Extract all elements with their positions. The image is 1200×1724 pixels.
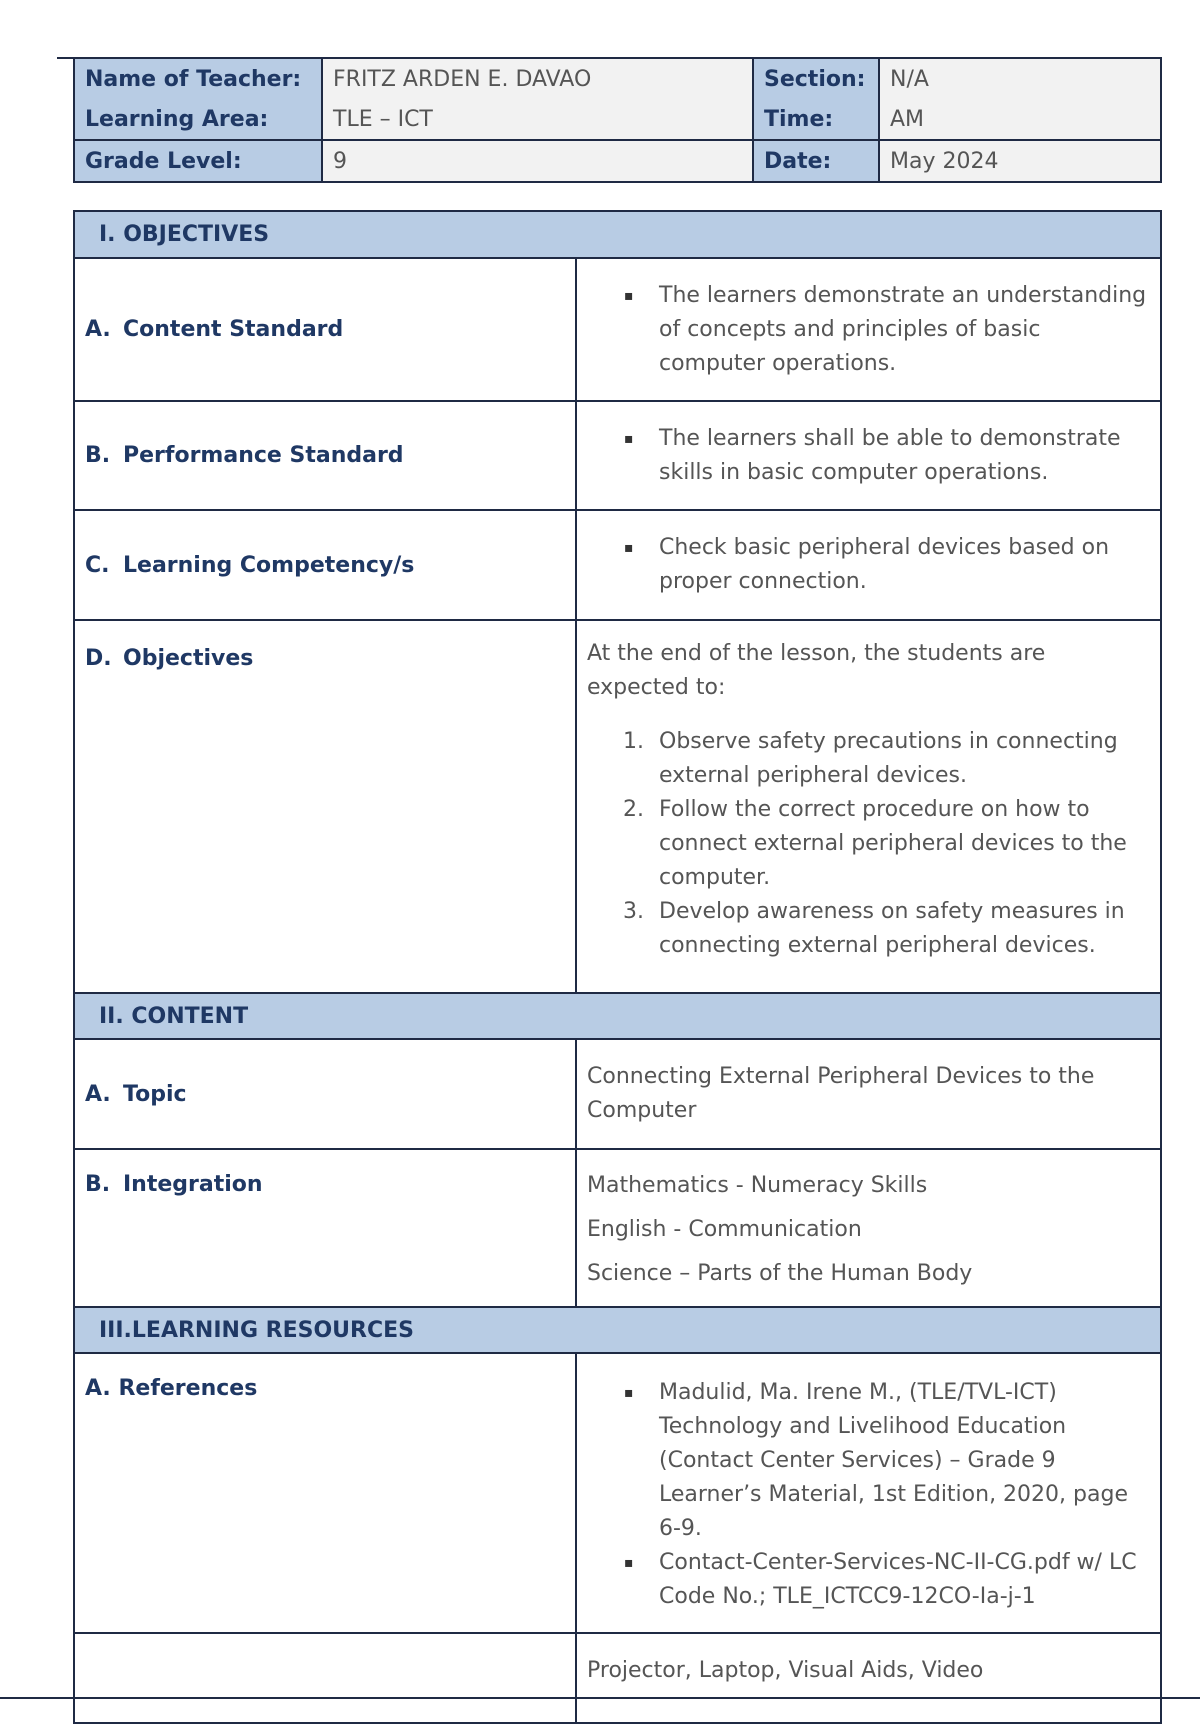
grade-label: Grade Level:	[74, 140, 322, 182]
integration-row	[74, 1149, 1161, 1307]
integration-item: Science – Parts of the Human Body	[587, 1261, 973, 1286]
integration-item: Mathematics - Numeracy Skills	[587, 1173, 928, 1198]
teacher-label: Name of Teacher:	[74, 58, 322, 99]
page-cut-line	[0, 1697, 1200, 1699]
integration-item: English - Communication	[587, 1217, 862, 1242]
performance-standard-label: B. Performance Standard	[74, 401, 576, 510]
time-value: AM	[879, 99, 1161, 140]
references-label: A. References	[74, 1353, 576, 1633]
objectives-row	[74, 620, 1161, 993]
content-standard-label: A. Content Standard	[74, 258, 576, 401]
area-label: Learning Area:	[74, 99, 322, 140]
date-value: May 2024	[879, 140, 1161, 182]
competency-cell	[576, 510, 1161, 620]
date-label: Date:	[753, 140, 879, 182]
grade-value: 9	[322, 140, 753, 182]
content-standard-text: ▪ The learners demonstrate an understanding of concepts and principles of basic computer operations.	[587, 279, 1150, 381]
area-value: TLE – ICT	[322, 99, 753, 140]
objectives-label: D. Objectives	[74, 620, 576, 993]
integration-label: B. Integration	[74, 1149, 576, 1307]
topic-text: Connecting External Peripheral Devices to the Computer	[576, 1039, 1161, 1149]
materials-label	[74, 1633, 576, 1723]
section-label: Section:	[753, 58, 879, 99]
time-label: Time:	[753, 99, 879, 140]
references-cell	[576, 1353, 1161, 1633]
lesson-plan-table	[73, 210, 1162, 1724]
competency-row	[74, 510, 1161, 620]
content-standard-cell	[576, 258, 1161, 401]
objective-item: 3. Develop awareness on safety measures in connecting external peripheral devices.	[623, 899, 1125, 958]
competency-text: ▪ Check basic peripheral devices based on proper connection.	[587, 531, 1150, 599]
performance-standard-text: ▪ The learners shall be able to demonstrate skills in basic computer operations.	[587, 422, 1150, 490]
header-info-table	[73, 57, 1162, 183]
objective-item: 2. Follow the correct procedure on how to connect external peripheral devices to the computer.	[623, 797, 1127, 890]
topic-row	[74, 1039, 1161, 1149]
objectives-intro: At the end of the lesson, the students are expected to:	[587, 641, 1046, 700]
materials-row	[74, 1633, 1161, 1723]
materials-text: Projector, Laptop, Visual Aids, Video	[576, 1633, 1161, 1723]
references-list	[587, 1376, 1150, 1614]
references-row	[74, 1353, 1161, 1633]
resources-heading: III.LEARNING RESOURCES	[74, 1307, 1161, 1353]
objective-item: 1. Observe safety precautions in connecting external peripheral devices.	[623, 729, 1118, 788]
section-value: N/A	[879, 58, 1161, 99]
integration-cell	[576, 1149, 1161, 1307]
objectives-list	[587, 725, 1150, 963]
content-heading: II. CONTENT	[74, 993, 1161, 1039]
performance-standard-row	[74, 401, 1161, 510]
competency-label: C. Learning Competency/s	[74, 510, 576, 620]
reference-item: ▪ Madulid, Ma. Irene M., (TLE/TVL-ICT) Technology and Livelihood Education (Contact Center Services) – Grade 9 Learner’s Material, 1st Edition, 2020, page 6-9.	[587, 1376, 1150, 1546]
performance-standard-cell	[576, 401, 1161, 510]
reference-item: ▪ Contact-Center-Services-NC-II-CG.pdf w/ LC Code No.; TLE_ICTCC9-12CO-Ia-j-1	[587, 1546, 1150, 1614]
objectives-cell	[576, 620, 1161, 993]
topic-label: A. Topic	[74, 1039, 576, 1149]
teacher-value: FRITZ ARDEN E. DAVAO	[322, 58, 753, 99]
page-edge-line	[57, 57, 74, 59]
objectives-heading: I. OBJECTIVES	[74, 211, 1161, 258]
content-standard-row	[74, 258, 1161, 401]
